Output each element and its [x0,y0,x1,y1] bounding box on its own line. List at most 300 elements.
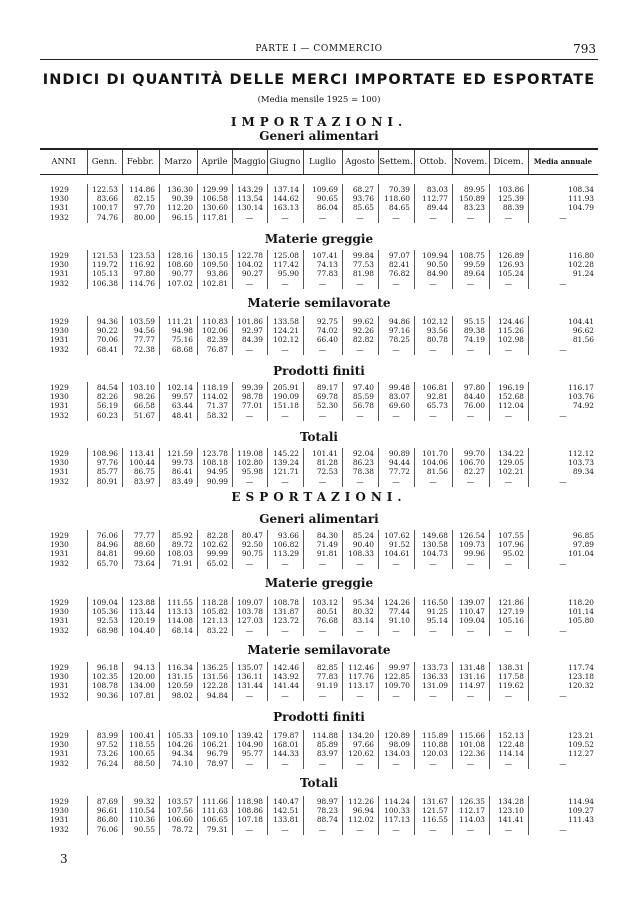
value-cell: 134.03 [384,749,410,759]
year-cell: 1932 [50,278,69,288]
value-cell: 98.78 [241,392,263,402]
table-rule [40,174,598,175]
value-cell: 74.76 [96,212,118,222]
value-cell: 51.67 [133,410,155,420]
value-cell: 85.59 [352,392,374,402]
value-cell: 128.16 [167,251,193,260]
value-cell: — [392,824,400,834]
column-header: Dicem. [493,157,524,167]
value-cell: 72.38 [133,344,155,354]
value-cell: 123.10 [498,806,524,816]
value-cell: 98.02 [171,690,193,700]
value-cell: 88.74 [316,815,338,825]
value-cell: 94.84 [206,690,228,700]
table-row [40,411,598,420]
value-cell: 83.22 [206,625,228,635]
value-cell: 88.60 [133,540,155,550]
value-cell: 112.02 [348,815,374,825]
value-cell: — [429,758,437,768]
value-cell: 74.02 [316,326,338,336]
value-cell: 122.48 [498,740,524,750]
column-header: Maggio [233,157,266,167]
value-cell: 108.96 [92,449,118,458]
data-block [40,382,598,421]
value-cell: — [392,625,400,635]
year-cell: 1930 [50,672,69,682]
data-block [40,530,598,569]
value-cell: 131.44 [237,681,263,691]
value-cell: — [466,690,475,700]
import-section-title: Prodotti finiti [273,364,365,378]
value-cell: — [356,625,364,635]
value-cell: 73.64 [133,558,155,568]
value-cell: 113.17 [348,681,374,691]
value-cell: 105.36 [92,607,118,617]
value-cell: 112.20 [167,203,193,213]
column-header: Media annuale [533,157,593,166]
value-cell: 98.97 [316,797,338,806]
value-cell: 76.82 [388,269,410,279]
value-cell: 103.10 [129,383,155,392]
value-cell: — [392,758,400,768]
value-cell: 63.44 [171,401,193,411]
value-cell: 84.54 [96,383,118,392]
value-cell: 102.21 [498,467,524,477]
value-cell: 103.73 [568,458,594,468]
value-cell: 112.26 [348,797,374,806]
value-cell: 85.89 [316,740,338,750]
value-cell: 150.89 [459,194,485,204]
value-cell: 102.28 [568,260,594,270]
value-cell: — [466,476,475,486]
value-cell: 104.40 [129,625,155,635]
value-cell: 121.57 [422,806,448,816]
value-cell: 68.68 [171,344,193,354]
year-cell: 1932 [50,344,69,354]
value-cell: 82.26 [96,392,118,402]
value-cell: 77.72 [388,467,410,477]
value-cell: 121.13 [202,616,228,626]
value-cell: 116.80 [568,251,594,260]
value-cell: 152.13 [498,731,524,740]
value-cell: 144.33 [273,749,299,759]
value-cell: 102.35 [92,672,118,682]
value-cell: 80.32 [352,607,374,617]
column-header: Marzo [164,157,192,167]
value-cell: 86.80 [96,815,118,825]
value-cell: 124.26 [384,598,410,607]
value-cell: 99.48 [388,383,410,392]
value-cell: 92.97 [241,326,263,336]
value-cell: 121.86 [498,598,524,607]
value-cell: — [559,758,567,768]
value-cell: 103.76 [568,392,594,402]
value-cell: 110.36 [129,815,155,825]
table-header [40,150,598,174]
value-cell: 99.57 [171,392,193,402]
value-cell: 83.07 [388,392,410,402]
export-section-title: Totali [300,776,338,790]
value-cell: 76.87 [206,344,228,354]
value-cell: — [429,278,437,288]
table-row [40,797,598,806]
data-block [40,250,598,289]
year-cell: 1930 [50,392,69,402]
value-cell: 108.03 [167,549,193,559]
value-cell: 98.09 [388,740,410,750]
table-row [40,559,598,568]
column-header: Febbr. [126,157,155,167]
value-cell: 68.27 [352,185,374,194]
value-cell: 78.25 [388,335,410,345]
value-cell: — [281,278,289,288]
value-cell: 122.85 [384,672,410,682]
value-cell: — [466,558,475,568]
value-cell: 90.50 [426,260,448,270]
value-cell: — [559,212,567,222]
value-cell: 123.78 [202,449,228,458]
value-cell: 99.39 [241,383,263,392]
value-cell: 112.04 [498,401,524,411]
value-cell: 52.30 [316,401,338,411]
column-divider [197,150,198,174]
column-header: Genn. [91,157,118,167]
value-cell: 123.21 [568,731,594,740]
value-cell: 78.97 [206,758,228,768]
value-cell: 94.34 [171,749,193,759]
value-cell: 58.32 [206,410,228,420]
value-cell: 74.19 [463,335,485,345]
value-cell: 120.03 [422,749,448,759]
column-divider [267,150,268,174]
table-row [40,269,598,278]
value-cell: 93.56 [426,326,448,336]
value-cell: — [504,410,513,420]
value-cell: — [245,278,254,288]
value-cell: — [429,625,437,635]
value-cell: 77.83 [316,269,338,279]
year-cell: 1931 [50,467,69,477]
value-cell: 80.51 [316,607,338,617]
value-cell: 82.41 [388,260,410,270]
value-cell: 109.07 [237,598,263,607]
value-cell: 131.15 [167,672,193,682]
value-cell: 92.53 [96,616,118,626]
value-cell: 81.56 [572,335,594,345]
table-row [40,598,598,607]
value-cell: 136.33 [422,672,448,682]
value-cell: 108.34 [568,185,594,194]
value-cell: 94.95 [206,467,228,477]
value-cell: 89.95 [463,185,485,194]
value-cell: 89.17 [316,383,338,392]
value-cell: 89.44 [426,203,448,213]
year-cell: 1930 [50,540,69,550]
year-cell: 1931 [50,549,69,559]
value-cell: 113.44 [129,607,155,617]
value-cell: 99.70 [463,449,485,458]
value-cell: 116.34 [167,663,193,672]
value-cell: 74.92 [572,401,594,411]
value-cell: 76.06 [96,531,118,540]
value-cell: — [318,558,327,568]
value-cell: 94.13 [133,663,155,672]
value-cell: 83.14 [352,616,374,626]
value-cell: 91.52 [388,540,410,550]
value-cell: 106.70 [459,458,485,468]
value-cell: 84.39 [241,335,263,345]
value-cell: 80.47 [241,531,263,540]
value-cell: 94.98 [171,326,193,336]
value-cell: 113.54 [237,194,263,204]
value-cell: 84.81 [96,549,118,559]
value-cell: — [559,476,567,486]
value-cell: — [318,824,327,834]
value-cell: 110.88 [422,740,448,750]
value-cell: — [356,476,364,486]
value-cell: 74.10 [171,758,193,768]
value-cell: 133.73 [422,663,448,672]
value-cell: 95.14 [426,616,448,626]
value-cell: 120.89 [384,731,410,740]
value-cell: 102.81 [202,278,228,288]
table-row [40,616,598,625]
value-cell: 111.66 [202,797,228,806]
value-cell: — [466,410,475,420]
value-cell: — [559,824,567,834]
value-cell: 107.41 [312,251,338,260]
column-header: Settem. [379,157,413,167]
value-cell: — [466,824,475,834]
value-cell: 104.61 [384,549,410,559]
value-cell: 104.79 [568,203,594,213]
table-row [40,213,598,222]
value-cell: 71.49 [316,540,338,550]
value-cell: 135.07 [237,663,263,672]
value-cell: 117.42 [273,260,299,270]
value-cell: 92.81 [426,392,448,402]
value-cell: 86.04 [316,203,338,213]
year-cell: 1930 [50,194,69,204]
value-cell: 76.06 [96,824,118,834]
value-cell: — [504,625,513,635]
value-cell: 97.76 [96,458,118,468]
value-cell: 131.67 [422,797,448,806]
value-cell: 99.60 [133,549,155,559]
value-cell: 90.55 [133,824,155,834]
value-cell: 94.44 [388,458,410,468]
value-cell: — [356,824,364,834]
value-cell: 76.00 [463,401,485,411]
value-cell: — [429,824,437,834]
year-cell: 1932 [50,558,69,568]
value-cell: — [281,758,289,768]
value-cell: 109.94 [422,251,448,260]
value-cell: 76.68 [316,616,338,626]
column-divider [303,150,304,174]
table-row [40,392,598,401]
value-cell: 84.40 [463,392,485,402]
table-row [40,449,598,458]
value-cell: 84.96 [96,540,118,550]
value-cell: 84.65 [388,203,410,213]
table-row [40,203,598,212]
value-cell: 110.54 [129,806,155,816]
table-row [40,317,598,326]
value-cell: — [504,212,513,222]
table-row [40,260,598,269]
value-cell: 69.78 [316,392,338,402]
table-row [40,759,598,768]
year-cell: 1929 [50,449,69,458]
page-number: 793 [573,42,596,56]
value-cell: 114.88 [312,731,338,740]
value-cell: — [356,344,364,354]
year-cell: 1932 [50,476,69,486]
value-cell: 112.46 [348,663,374,672]
value-cell: 122.78 [237,251,263,260]
year-cell: 1932 [50,824,69,834]
value-cell: 141.44 [273,681,299,691]
value-cell: — [466,278,475,288]
value-cell: — [429,410,437,420]
table-row [40,749,598,758]
value-cell: 107.96 [498,540,524,550]
value-cell: — [429,558,437,568]
value-cell: 108.18 [202,458,228,468]
value-cell: 77.83 [316,672,338,682]
value-cell: 82.27 [463,467,485,477]
value-cell: — [504,824,513,834]
year-cell: 1931 [50,269,69,279]
value-cell: 107.81 [129,690,155,700]
value-cell: 68.14 [171,625,193,635]
value-cell: 104.73 [422,549,448,559]
value-cell: 106.21 [202,740,228,750]
value-cell: 90.75 [241,549,263,559]
value-cell: — [504,690,513,700]
value-cell: — [392,476,400,486]
value-cell: — [466,212,475,222]
value-cell: 114.94 [568,797,594,806]
value-cell: 104.41 [568,317,594,326]
value-cell: 122.28 [202,681,228,691]
value-cell: 99.84 [352,251,374,260]
value-cell: 88.50 [133,758,155,768]
value-cell: — [392,212,400,222]
value-cell: 90.22 [96,326,118,336]
value-cell: 126.93 [498,260,524,270]
value-cell: — [392,344,400,354]
value-cell: — [281,410,289,420]
table-row [40,335,598,344]
running-head-part: PARTE I — COMMERCIO [255,44,383,54]
value-cell: 104.06 [422,458,448,468]
value-cell: 114.76 [129,278,155,288]
value-cell: 130.60 [202,203,228,213]
value-cell: — [429,690,437,700]
value-cell: 118.55 [129,740,155,750]
value-cell: 114.86 [129,185,155,194]
value-cell: 109.69 [312,185,338,194]
value-cell: 90.89 [388,449,410,458]
value-cell: 115.89 [422,731,448,740]
value-cell: 75.16 [171,335,193,345]
value-cell: 90.99 [206,476,228,486]
value-cell: 106.65 [202,815,228,825]
table-row [40,477,598,486]
column-header: Novem. [453,157,488,167]
table-row [40,345,598,354]
value-cell: 74.13 [316,260,338,270]
value-cell: 113.13 [167,607,193,617]
year-cell: 1932 [50,690,69,700]
value-cell: 130.58 [422,540,448,550]
value-cell: 117.58 [498,672,524,682]
value-cell: 111.93 [568,194,594,204]
value-cell: 71.91 [171,558,193,568]
table-row [40,806,598,815]
value-cell: — [559,410,567,420]
value-cell: — [318,625,327,635]
value-cell: 81.98 [352,269,374,279]
value-cell: 134.00 [129,681,155,691]
value-cell: 138.31 [498,663,524,672]
value-cell: — [281,476,289,486]
value-cell: 112.27 [568,749,594,759]
value-cell: — [318,758,327,768]
value-cell: 118.28 [202,598,228,607]
year-cell: 1931 [50,815,69,825]
value-cell: 101.08 [459,740,485,750]
value-cell: 99.96 [463,549,485,559]
value-cell: 137.14 [273,185,299,194]
value-cell: 80.00 [133,212,155,222]
value-cell: 94.56 [133,326,155,336]
value-cell: 78.72 [171,824,193,834]
value-cell: — [559,278,567,288]
value-cell: 143.92 [273,672,299,682]
value-cell: 96.15 [171,212,193,222]
export-flow-title: ESPORTAZIONI. [231,490,407,504]
value-cell: 65.73 [426,401,448,411]
year-cell: 1930 [50,740,69,750]
value-cell: — [356,690,364,700]
value-cell: 101.41 [312,449,338,458]
value-cell: — [281,344,289,354]
value-cell: 99.99 [206,549,228,559]
year-cell: 1932 [50,410,69,420]
value-cell: 120.62 [348,749,374,759]
value-cell: 196.19 [498,383,524,392]
data-block [40,662,598,701]
value-cell: 205.91 [273,383,299,392]
value-cell: — [356,410,364,420]
value-cell: 114.03 [459,815,485,825]
value-cell: 107.56 [167,806,193,816]
value-cell: 85.77 [96,467,118,477]
value-cell: 100.41 [129,731,155,740]
value-cell: 127.19 [498,607,524,617]
table-row [40,626,598,635]
year-cell: 1932 [50,212,69,222]
value-cell: 107.18 [237,815,263,825]
value-cell: 104.90 [237,740,263,750]
table-row [40,549,598,558]
data-block [40,184,598,223]
value-cell: 77.01 [241,401,263,411]
value-cell: 109.04 [459,616,485,626]
